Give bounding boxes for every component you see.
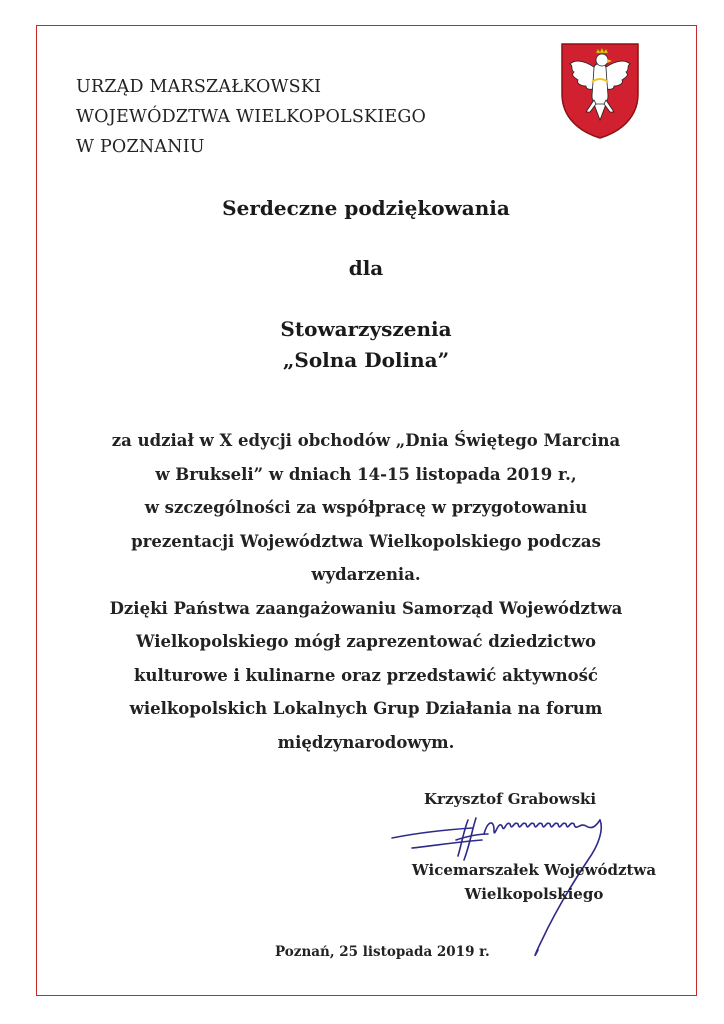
body-line: kulturowe i kulinarne oraz przedstawić aktywność — [134, 665, 598, 685]
body-line: międzynarodowym. — [277, 732, 455, 752]
issuer-header — [76, 72, 426, 162]
body-line: Dzięki Państwa zaangażowaniu Samorząd Województwa — [109, 598, 623, 618]
signer-name: Krzysztof Grabowski — [424, 790, 597, 808]
issuer-line-3: W POZNANIU — [76, 137, 205, 157]
issuer-line-2: WOJEWÓDZTWA WIELKOPOLSKIEGO — [76, 107, 427, 127]
issuer-line-1: URZĄD MARSZAŁKOWSKI — [76, 77, 322, 97]
document-title: Serdeczne podziękowania — [222, 196, 510, 220]
signer-role-line-1: Wicemarszałek Województwa — [411, 861, 657, 879]
body-line: wielkopolskich Lokalnych Grup Działania na forum — [129, 699, 603, 718]
acknowledgement-body — [60, 424, 672, 759]
body-line: za udział w X edycji obchodów „Dnia Świętego Marcina — [111, 431, 621, 450]
body-line: w Brukseli” w dniach 14-15 listopada 2019 r., — [155, 464, 577, 484]
body-line: Wielkopolskiego mógł zaprezentować dziedzictwo — [135, 632, 597, 651]
signer-role — [384, 858, 684, 906]
body-line: wydarzenia. — [311, 565, 421, 584]
place-and-date: Poznań, 25 listopada 2019 r. — [275, 944, 490, 960]
recipient-line-1: Stowarzyszenia — [280, 317, 452, 341]
eagle-coat-of-arms-icon — [558, 40, 642, 140]
body-line: w szczególności za współpracę w przygotowaniu — [144, 498, 588, 517]
body-line: prezentacji Województwa Wielkopolskiego podczas — [131, 531, 601, 551]
recipient-line-2: „Solna Dolina” — [282, 348, 450, 372]
dedication-word: dla — [348, 256, 384, 280]
signer-role-line-2: Wielkopolskiego — [464, 885, 604, 903]
recipient-name — [40, 314, 692, 376]
